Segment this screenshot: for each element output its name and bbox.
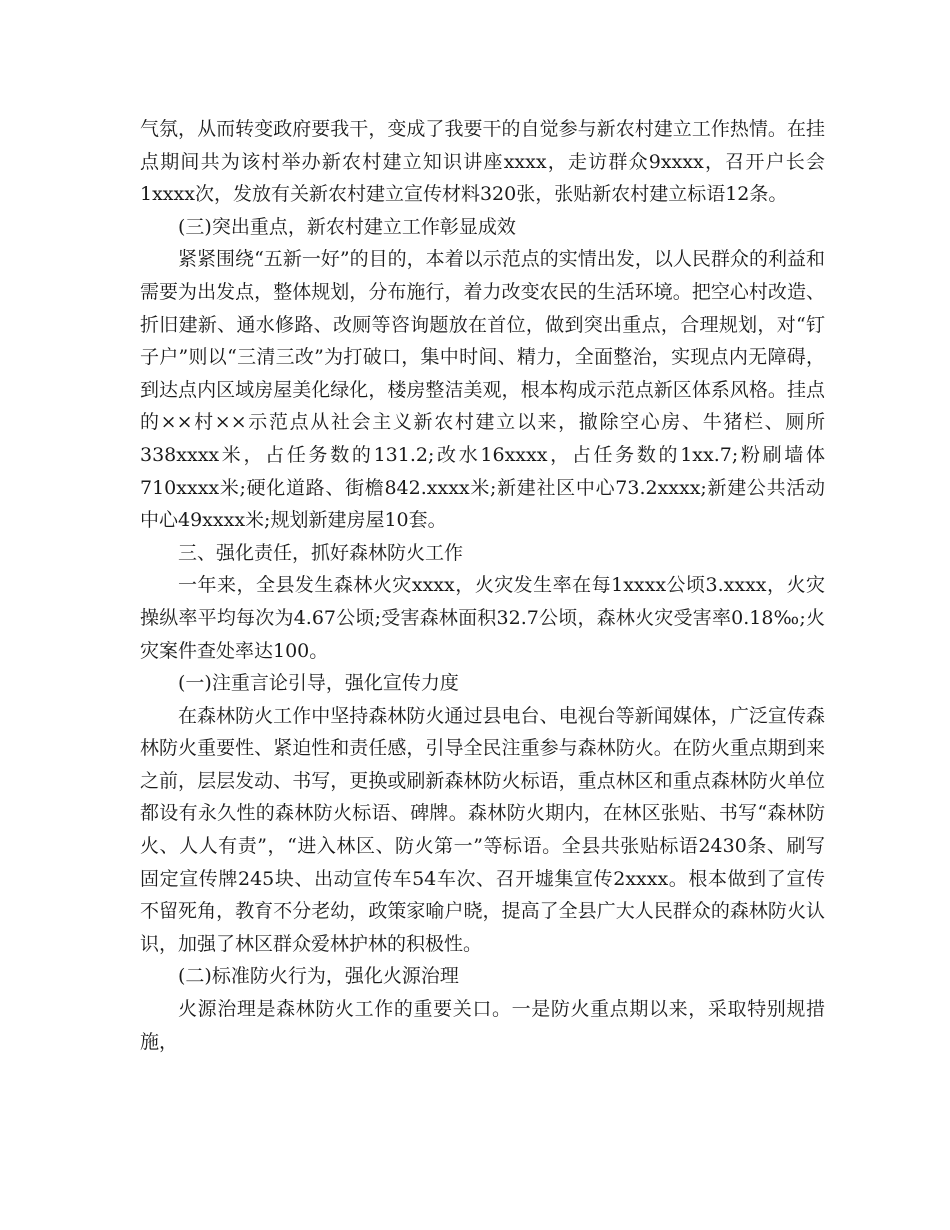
paragraph-publicity-work: 在森林防火工作中坚持森林防火通过县电台、电视台等新闻媒体，广泛宣传森林防火重要性、紧迫性和责任感，引导全民注重参与森林防火。在防火重点期到来之前，层层发动、书写，更换或刷新森林防火标语，重点林区和重点森林防火单位都设有永久性的森林防火标语、碑牌。森林防火期内，在林区张贴、书写“森林防火、人人有责”，“进入林区、防火第一”等标语。全县共张贴标语2430条、刷写固定宣传牌245块、出动宣传车54车次、召开墟集宣传2xxxx。根本做到了宣传不留死角，教育不分老幼，政策家喻户晓，提高了全县广大人民群众的森林防火认识，加强了林区群众爱林护林的积极性。 [140, 704, 825, 955]
heading-highlight-key-points: (三)突出重点，新农村建立工作彰显成效 [178, 215, 516, 238]
heading-publicity-guidance: (一)注重言论引导，强化宣传力度 [178, 672, 459, 695]
heading-fire-source-management: (二)标准防火行为，强化火源治理 [178, 965, 459, 988]
paragraph-fire-source-management: 火源治理是森林防火工作的重要关口。一是防火重点期以来，采取特别规措施， [140, 998, 825, 1053]
paragraph-fire-statistics: 一年来，全县发生森林火灾xxxx，火灾发生率在每1xxxx公顷3.xxxx，火灾操纵率平均每次为4.67公顷;受害森林面积32.7公顷，森林火灾受害率0.18‰;火灾案件查处率达100。 [140, 574, 825, 662]
document-body [140, 113, 825, 1058]
heading-forest-fire-prevention: 三、强化责任，抓好森林防火工作 [178, 541, 464, 564]
paragraph-continued-activities: 气氛，从而转变政府要我干，变成了我要干的自觉参与新农村建立工作热情。在挂点期间共为该村举办新农村建立知识讲座xxxx，走访群众9xxxx，召开户长会1xxxx次，发放有关新农村建立宣传材料320张，张贴新农村建立标语12条。 [140, 118, 825, 206]
paragraph-demonstration-site: 紧紧围绕“五新一好”的目的，本着以示范点的实情出发，以人民群众的利益和需要为出发点，整体规划，分布施行，着力改变农民的生活环境。把空心村改造、折旧建新、通水修路、改厕等咨询题放在首位，做到突出重点，合理规划，对“钉子户”则以“三清三改”为打破口，集中时间、精力，全面整治，实现点内无障碍，到达点内区域房屋美化绿化，楼房整洁美观，根本构成示范点新区体系风格。挂点的××村××示范点从社会主义新农村建立以来，撤除空心房、牛猪栏、厕所338xxxx米，占任务数的131.2;改水16xxxx，占任务数的1xx.7;粉刷墙体710xxxx米;硬化道路、街檐842.xxxx米;新建社区中心73.2xxxx;新建公共活动中心49xxxx米;规划新建房屋10套。 [140, 248, 825, 532]
